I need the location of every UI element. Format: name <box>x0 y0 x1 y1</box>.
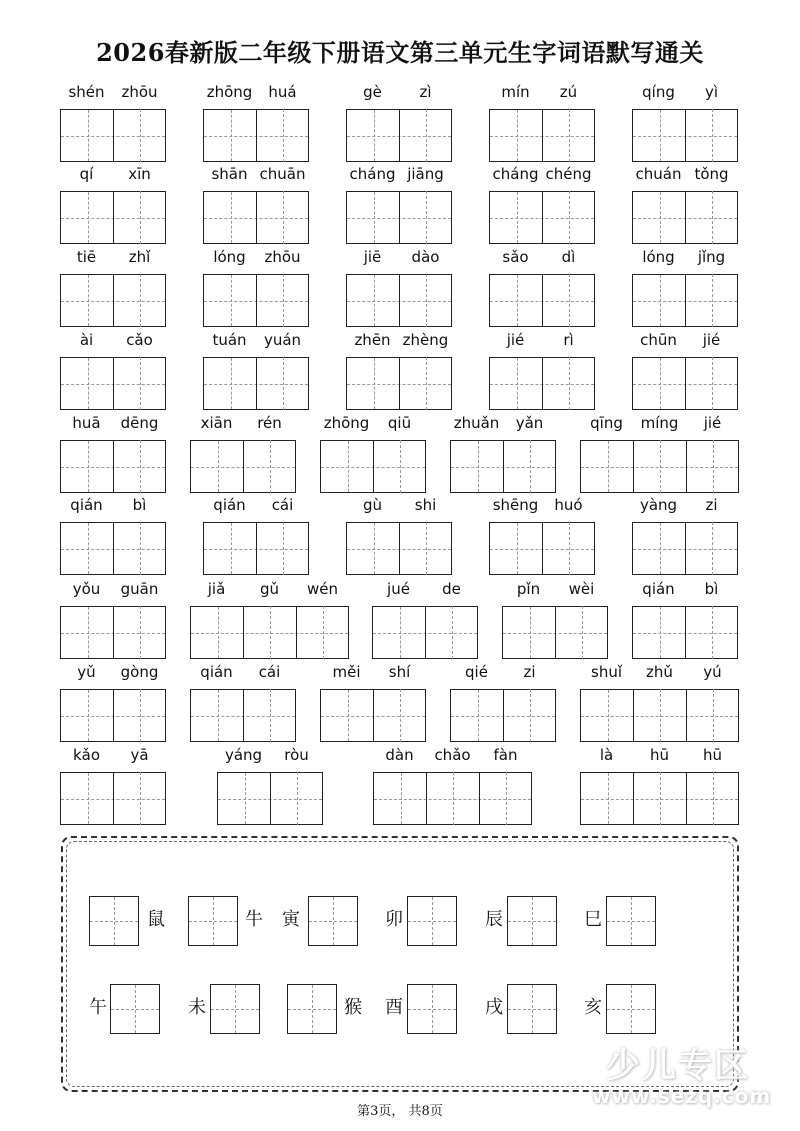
pinyin-label: zhōng <box>206 83 253 101</box>
cell-guide <box>506 772 507 825</box>
pinyin-label: shuǐ <box>591 663 622 681</box>
pinyin-label: jié <box>703 414 722 432</box>
cell-guide <box>283 357 284 410</box>
cell-guide <box>713 689 714 742</box>
zodiac-char: 未 <box>188 997 206 1018</box>
pinyin-label: míng <box>640 414 679 432</box>
pinyin-label: guān <box>120 580 159 598</box>
pinyin-label: shēng <box>492 496 539 514</box>
pinyin-label: qiū <box>387 414 412 432</box>
cell-guide <box>426 109 427 162</box>
zodiac-char: 鼠 <box>147 909 165 930</box>
cell-guide <box>660 689 661 742</box>
cell-guide <box>140 357 141 410</box>
pinyin-label: huā <box>72 414 101 432</box>
pinyin-label: xīn <box>128 165 151 183</box>
cell-guide <box>283 522 284 575</box>
cell-guide <box>712 274 713 327</box>
cell-divider <box>685 109 686 162</box>
cell-divider <box>503 440 504 493</box>
cell-guide <box>569 109 570 162</box>
cell-guide <box>713 440 714 493</box>
cell-divider <box>479 772 480 825</box>
cell-divider <box>256 191 257 244</box>
cell-guide <box>283 109 284 162</box>
cell-divider <box>243 606 244 659</box>
cell-divider <box>113 606 114 659</box>
pinyin-label: hū <box>649 746 669 764</box>
pinyin-label: cháng <box>349 165 396 183</box>
cell-divider <box>542 274 543 327</box>
cell-divider <box>113 109 114 162</box>
cell-guide <box>426 522 427 575</box>
pinyin-label: qián <box>200 663 233 681</box>
page-title: 2026春新版二年级下册语文第三单元生字词语默写通关 <box>96 38 704 67</box>
cell-guide <box>582 606 583 659</box>
pinyin-label: tiē <box>76 248 97 266</box>
pinyin-label: qí <box>79 165 94 183</box>
cell-guide <box>569 357 570 410</box>
cell-divider <box>685 191 686 244</box>
cell-guide <box>712 357 713 410</box>
cell-divider <box>373 689 374 742</box>
pinyin-label: jiǎ <box>207 580 226 598</box>
pinyin-label: qián <box>213 496 246 514</box>
cell-guide <box>712 606 713 659</box>
cell-guide <box>569 274 570 327</box>
cell-divider <box>685 606 686 659</box>
pinyin-label: cái <box>258 663 281 681</box>
cell-divider <box>296 606 297 659</box>
cell-divider <box>113 440 114 493</box>
pinyin-label: zhuǎn <box>453 414 500 432</box>
pinyin-label: ài <box>79 331 94 349</box>
cell-divider <box>686 772 687 825</box>
cell-divider <box>542 357 543 410</box>
pinyin-label: shi <box>414 496 437 514</box>
pinyin-label: zú <box>559 83 578 101</box>
pinyin-label: qié <box>465 663 488 681</box>
pinyin-label: yā <box>130 746 149 764</box>
writing-box[interactable] <box>606 984 656 1034</box>
cell-divider <box>555 606 556 659</box>
zodiac-char: 亥 <box>584 997 602 1018</box>
writing-box[interactable] <box>110 984 160 1034</box>
pinyin-label: mín <box>501 83 530 101</box>
cell-divider <box>256 522 257 575</box>
cell-divider <box>399 191 400 244</box>
writing-box[interactable] <box>308 896 358 946</box>
pinyin-label: qíng <box>642 83 675 101</box>
cell-divider <box>686 440 687 493</box>
pinyin-label: zhǐ <box>128 248 151 266</box>
cell-guide <box>426 274 427 327</box>
pinyin-label: zhēn <box>354 331 391 349</box>
writing-box[interactable] <box>507 984 557 1034</box>
pinyin-label: yú <box>703 663 722 681</box>
pinyin-label: fàn <box>493 746 518 764</box>
cell-guide <box>140 772 141 825</box>
pinyin-label: là <box>599 746 614 764</box>
cell-guide <box>712 109 713 162</box>
pinyin-label: shān <box>211 165 248 183</box>
zodiac-char: 酉 <box>385 997 403 1018</box>
pinyin-label: de <box>442 580 461 598</box>
cell-guide <box>140 274 141 327</box>
cell-divider <box>685 522 686 575</box>
zodiac-char: 卯 <box>385 909 403 930</box>
pinyin-label: tuán <box>212 331 247 349</box>
pinyin-label: shén <box>68 83 105 101</box>
cell-divider <box>113 274 114 327</box>
pinyin-label: yáng <box>224 746 263 764</box>
pinyin-label: wén <box>306 580 338 598</box>
pinyin-label: zì <box>419 83 432 101</box>
pinyin-label: chūn <box>640 331 677 349</box>
cell-divider <box>399 109 400 162</box>
cell-guide <box>660 440 661 493</box>
cell-divider <box>113 191 114 244</box>
zodiac-char: 戌 <box>485 997 503 1018</box>
pinyin-label: jié <box>702 331 721 349</box>
pinyin-label: hū <box>702 746 722 764</box>
pinyin-label: jié <box>506 331 525 349</box>
cell-divider <box>425 606 426 659</box>
cell-guide <box>270 606 271 659</box>
writing-box[interactable] <box>287 984 337 1034</box>
cell-guide <box>140 522 141 575</box>
cell-guide <box>400 440 401 493</box>
pinyin-label: cǎo <box>126 331 153 349</box>
cell-guide <box>140 689 141 742</box>
pinyin-label: yǔ <box>77 663 96 681</box>
pinyin-label: yǒu <box>72 580 101 598</box>
cell-guide <box>426 357 427 410</box>
pinyin-label: yǎn <box>515 414 544 432</box>
writing-box[interactable] <box>210 984 260 1034</box>
pinyin-label: xiān <box>200 414 233 432</box>
pinyin-label: jiē <box>363 248 382 266</box>
pinyin-label: dàn <box>385 746 414 764</box>
pinyin-label: lóng <box>213 248 246 266</box>
pinyin-label: chǎo <box>434 746 471 764</box>
watermark-url: www.sezq.com <box>592 1084 772 1108</box>
pinyin-label: huá <box>268 83 297 101</box>
cell-divider <box>113 689 114 742</box>
cell-guide <box>323 606 324 659</box>
pinyin-label: wèi <box>568 580 595 598</box>
pinyin-label: tǒng <box>694 165 729 183</box>
pinyin-label: cái <box>271 496 294 514</box>
pinyin-label: yàng <box>639 496 678 514</box>
pinyin-label: chuán <box>635 165 682 183</box>
cell-divider <box>542 191 543 244</box>
zodiac-char: 午 <box>89 997 107 1018</box>
cell-divider <box>270 772 271 825</box>
cell-divider <box>426 772 427 825</box>
pinyin-label: zhèng <box>402 331 449 349</box>
pinyin-label: qīng <box>590 414 623 432</box>
cell-divider <box>399 357 400 410</box>
cell-divider <box>256 357 257 410</box>
pinyin-label: lóng <box>642 248 675 266</box>
zodiac-char: 猴 <box>344 997 362 1018</box>
cell-divider <box>503 689 504 742</box>
cell-guide <box>140 109 141 162</box>
pinyin-label: dì <box>561 248 576 266</box>
cell-divider <box>633 440 634 493</box>
cell-divider <box>542 522 543 575</box>
cell-divider <box>373 440 374 493</box>
cell-guide <box>283 191 284 244</box>
cell-guide <box>712 522 713 575</box>
pinyin-label: rì <box>563 331 574 349</box>
pinyin-label: dào <box>411 248 440 266</box>
cell-guide <box>400 689 401 742</box>
pinyin-label: qián <box>642 580 675 598</box>
cell-divider <box>685 357 686 410</box>
pinyin-label: shí <box>388 663 411 681</box>
pinyin-label: zhǔ <box>646 663 673 681</box>
cell-guide <box>712 191 713 244</box>
pinyin-label: zi <box>523 663 536 681</box>
cell-guide <box>660 772 661 825</box>
pinyin-label: měi <box>332 663 361 681</box>
pinyin-label: qián <box>70 496 103 514</box>
zodiac-char: 牛 <box>245 909 263 930</box>
cell-guide <box>453 772 454 825</box>
pinyin-label: cháng <box>492 165 539 183</box>
pinyin-label: pǐn <box>516 580 541 598</box>
pinyin-label: yuán <box>263 331 302 349</box>
cell-divider <box>633 689 634 742</box>
cell-divider <box>243 689 244 742</box>
cell-divider <box>542 109 543 162</box>
pinyin-label: jiāng <box>407 165 444 183</box>
cell-divider <box>113 522 114 575</box>
cell-guide <box>140 191 141 244</box>
cell-guide <box>426 191 427 244</box>
cell-guide <box>283 274 284 327</box>
zodiac-char: 辰 <box>485 909 503 930</box>
pinyin-label: bì <box>704 580 719 598</box>
cell-guide <box>297 772 298 825</box>
cell-guide <box>713 772 714 825</box>
writing-box[interactable] <box>407 984 457 1034</box>
watermark-brand: 少儿专区 <box>606 1046 750 1086</box>
cell-divider <box>256 274 257 327</box>
pinyin-label: gòng <box>120 663 159 681</box>
writing-box[interactable] <box>507 896 557 946</box>
pinyin-label: zi <box>705 496 718 514</box>
cell-guide <box>270 440 271 493</box>
pinyin-label: jǐng <box>697 248 726 266</box>
cell-guide <box>530 689 531 742</box>
cell-guide <box>569 522 570 575</box>
pinyin-label: gǔ <box>259 580 280 598</box>
writing-box[interactable] <box>188 896 238 946</box>
cell-guide <box>452 606 453 659</box>
writing-box[interactable] <box>407 896 457 946</box>
zodiac-char: 寅 <box>282 909 300 930</box>
cell-divider <box>113 357 114 410</box>
pinyin-label: bì <box>132 496 147 514</box>
cell-guide <box>569 191 570 244</box>
cell-divider <box>686 689 687 742</box>
pinyin-label: zhōu <box>264 248 301 266</box>
pinyin-label: jué <box>387 580 410 598</box>
cell-guide <box>270 689 271 742</box>
cell-divider <box>113 772 114 825</box>
zodiac-char: 巳 <box>584 909 602 930</box>
cell-divider <box>399 274 400 327</box>
pinyin-label: kǎo <box>72 746 101 764</box>
writing-box[interactable] <box>89 896 139 946</box>
pinyin-label: gè <box>363 83 382 101</box>
cell-divider <box>685 274 686 327</box>
writing-box[interactable] <box>606 896 656 946</box>
cell-divider <box>256 109 257 162</box>
pinyin-label: chuān <box>259 165 306 183</box>
pinyin-label: dēng <box>120 414 159 432</box>
pinyin-label: rén <box>257 414 282 432</box>
cell-divider <box>633 772 634 825</box>
page-number: 第3页， 共8页 <box>357 1104 443 1119</box>
pinyin-label: ròu <box>284 746 309 764</box>
pinyin-label: zhōng <box>323 414 370 432</box>
cell-guide <box>140 440 141 493</box>
pinyin-label: zhōu <box>121 83 158 101</box>
cell-guide <box>140 606 141 659</box>
cell-guide <box>530 440 531 493</box>
pinyin-label: chéng <box>545 165 592 183</box>
pinyin-label: sǎo <box>502 248 529 266</box>
cell-divider <box>399 522 400 575</box>
pinyin-label: yì <box>704 83 719 101</box>
pinyin-label: gù <box>362 496 383 514</box>
cell-divider <box>243 440 244 493</box>
pinyin-label: huó <box>554 496 583 514</box>
